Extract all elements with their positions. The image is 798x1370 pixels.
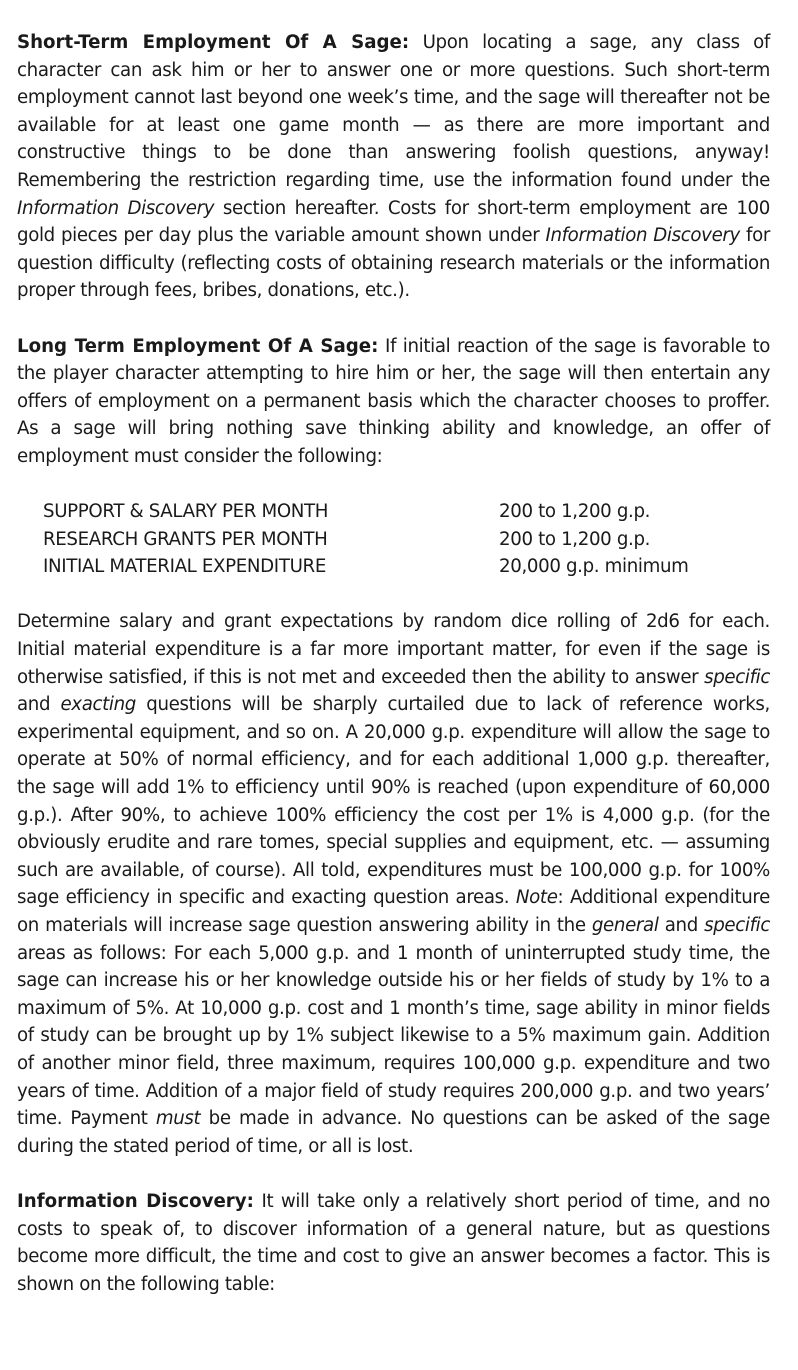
- body-text: Determine salary and grant expectations by random dice rolling of 2d6 for each. Initial material expenditure is a far more important matter, for even if the sage is otherwise satisfied, if this is not met and exceeded then the ability to answer: [17, 611, 770, 688]
- body-text: areas as follows: For each 5,000 g.p. and 1 month of uninterrupted study time, the sage can increase his or her knowledge outside his or her fields of study by 1% to a maximum of 5%. At 10,000 g.p. cost and 1 month’s time, sage ability in minor fields of study can be brought up by 1% subject likewise to a 5% maximum gain. Addition of another minor field, three maximum, requires 100,000 g.p. expenditure and two years of time. Addition of a major field of study requires 200,000 g.p. and two years’ time. Payment: [17, 942, 770, 1130]
- long-term-employment-heading: Long Term Employment Of A Sage:: [17, 335, 379, 357]
- cost-amount: 200 to 1,200 g.p.: [499, 528, 651, 550]
- body-text: : Additional expenditure on materials will increase sage question answering ability in the: [17, 887, 770, 936]
- table-row: [43, 553, 689, 581]
- italic-text: Note: [515, 887, 558, 909]
- italic-text: exacting: [60, 694, 137, 716]
- italic-text: Information Discovery: [545, 225, 740, 247]
- italic-text: specific: [704, 666, 770, 688]
- body-text: for question difficulty (reflecting costs of obtaining research materials or the information proper through fees, bribes, donations, etc.).: [17, 225, 770, 302]
- expenditure-paragraph: [17, 608, 770, 1160]
- body-text: section hereafter. Costs for short-term employment are 100 gold pieces per day plus the variable amount shown under: [17, 197, 770, 247]
- cost-amount: 200 to 1,200 g.p.: [499, 501, 651, 523]
- cost-item: INITIAL MATERIAL EXPENDITURE: [43, 556, 326, 578]
- table-row: [43, 526, 689, 554]
- short-term-employment-paragraph: [17, 29, 770, 305]
- body-text: It will take only a relatively short period of time, and no costs to speak of, to discover information of a general nature, but as questions become more difficult, the time and cost to give an answer becomes a factor. This is shown on the following table:: [17, 1190, 770, 1295]
- short-term-employment-heading: Short-Term Employment Of A Sage:: [17, 32, 410, 53]
- body-text: be made in advance. No questions can be asked of the sage during the stated period of time, or all is lost.: [17, 1108, 770, 1157]
- cost-item: RESEARCH GRANTS PER MONTH: [43, 528, 328, 550]
- body-text: and: [17, 694, 61, 716]
- italic-text: general: [591, 915, 659, 936]
- body-text: and: [658, 915, 705, 936]
- italic-text: Information Discovery: [17, 197, 215, 219]
- cost-item: SUPPORT & SALARY PER MONTH: [43, 501, 329, 523]
- body-text: If initial reaction of the sage is favorable to the player character attempting to hire him or her, the sage will then entertain any offers of employment on a permanent basis which the character chooses to proffer. As a sage will bring nothing save thinking ability and knowledge, an offer of employment must consider the following:: [17, 335, 770, 467]
- body-text: questions will be sharply curtailed due to lack of reference works, experimental equipment, and so on. A 20,000 g.p. expenditure will allow the sage to operate at 50% of normal efficiency, and for each additional 1,000 g.p. thereafter, the sage will add 1% to efficiency until 90% is reached (upon expenditure of 60,000 g.p.). After 90%, to achieve 100% efficiency the cost per 1% is 4,000 g.p. (for the obviously erudite and rare tomes, special supplies and equipment, etc. — assuming such are available, of course). All told, expenditures must be 100,000 g.p. for 100% sage efficiency in specific and exacting question areas.: [17, 694, 770, 909]
- cost-amount: 20,000 g.p. minimum: [499, 556, 689, 578]
- information-discovery-heading: Information Discovery:: [17, 1190, 254, 1212]
- information-discovery-paragraph: [17, 1188, 770, 1298]
- body-text: Upon locating a sage, any class of character can ask him or her to answer one or more questions. Such short-term employment cannot last beyond one week’s time, and the sage will thereafter not be available for at least one game month — as there are more important and constructive things to be done than answering foolish questions, anyway! Remembering the restriction regarding time, use the information found under the: [17, 32, 770, 191]
- italic-text: must: [155, 1108, 201, 1130]
- table-row: [43, 498, 689, 526]
- employment-cost-table: [43, 498, 689, 581]
- long-term-employment-paragraph: [17, 333, 770, 471]
- italic-text: specific: [704, 915, 770, 936]
